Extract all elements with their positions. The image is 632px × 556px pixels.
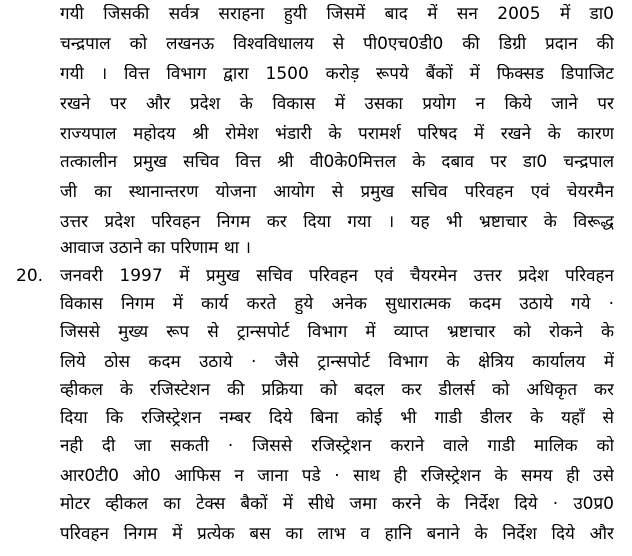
text-line: नही दी जा सकती · जिससे रजिस्ट्रेशन कराने वाले गाडी मालिक को	[60, 436, 614, 456]
text-line: जनवरी 1997 में प्रमुख सचिव परिवहन एवं चैयरमेन उत्तर प्रदेश परिवहन	[60, 266, 614, 286]
text-line: उत्तर प्रदेश परिवहन निगम कर दिया गया । यह भी भ्रष्टाचार के विरूद्ध	[60, 212, 614, 232]
text-line: गयी । वित्त विभाग द्वारा 1500 करोड़ रूपये बैंकों में फिक्सड डिपाजिट	[60, 64, 614, 84]
text-line: दिया कि रजिस्ट्रेशन नम्बर दिये बिना कोई भी गाडी डीलर के यहॉं से	[60, 408, 614, 428]
text-line: जी का स्थानान्तरण योजना आयोग से प्रमुख सचिव परिवहन एवं चेयरमैन	[60, 182, 614, 202]
text-line: तत्कालीन प्रमुख सचिव वित्त श्री वी0के0मित्तल के दबाव पर डा0 चन्द्रपाल	[60, 152, 614, 172]
text-line: रखने पर और प्रदेश के विकास में उसका प्रयोग न किये जाने पर	[60, 94, 614, 114]
text-line: राज्यपाल महोदय श्री रोमेश भंडारी के परामर्श परिषद में रखने के कारण	[60, 124, 614, 144]
text-line: आवाज उठाने का परिणाम था ।	[60, 238, 251, 258]
paragraph-number: 20.	[16, 266, 44, 286]
text-line: विकास निगम में कार्य करते हुये अनेक सुधारात्मक कदम उठाये गये ·	[60, 294, 614, 314]
text-line: जिससे मुख्य रूप से ट्रान्सपोर्ट विभाग में व्याप्त भ्रष्टाचार को रोकने के	[60, 322, 614, 342]
text-line: परिवहन निगम में प्रत्येक बस का लाभ व हानि बनाने के निर्देश दिये और	[60, 524, 614, 544]
text-line: गयी जिसकी सर्वत्र सराहना हुयी जिसमें बाद में सन 2005 में डा0	[60, 4, 614, 24]
text-line: आर0टी0 ओ0 आफिस न जाना पडे · साथ ही रजिस्ट्रेशन के समय ही उसे	[60, 466, 614, 486]
text-line: व्हीकल के रजिस्टेशन की प्रक्रिया को बदल कर डीलर्स को अधिकृत कर	[60, 380, 614, 400]
text-line: लिये ठोस कदम उठाये · जैसे ट्रान्सपोर्ट विभाग के क्षेत्रिय कार्यालय में	[60, 352, 614, 372]
text-line: चन्द्रपाल को लखनऊ विश्वविधालय से पी0एच0डी0 की डिग्री प्रदान की	[60, 34, 614, 54]
text-line: मोटर व्हीकल का टेक्स बैकों में सीधे जमा करने के निर्देश दिये · उ0प्र0	[60, 494, 614, 514]
